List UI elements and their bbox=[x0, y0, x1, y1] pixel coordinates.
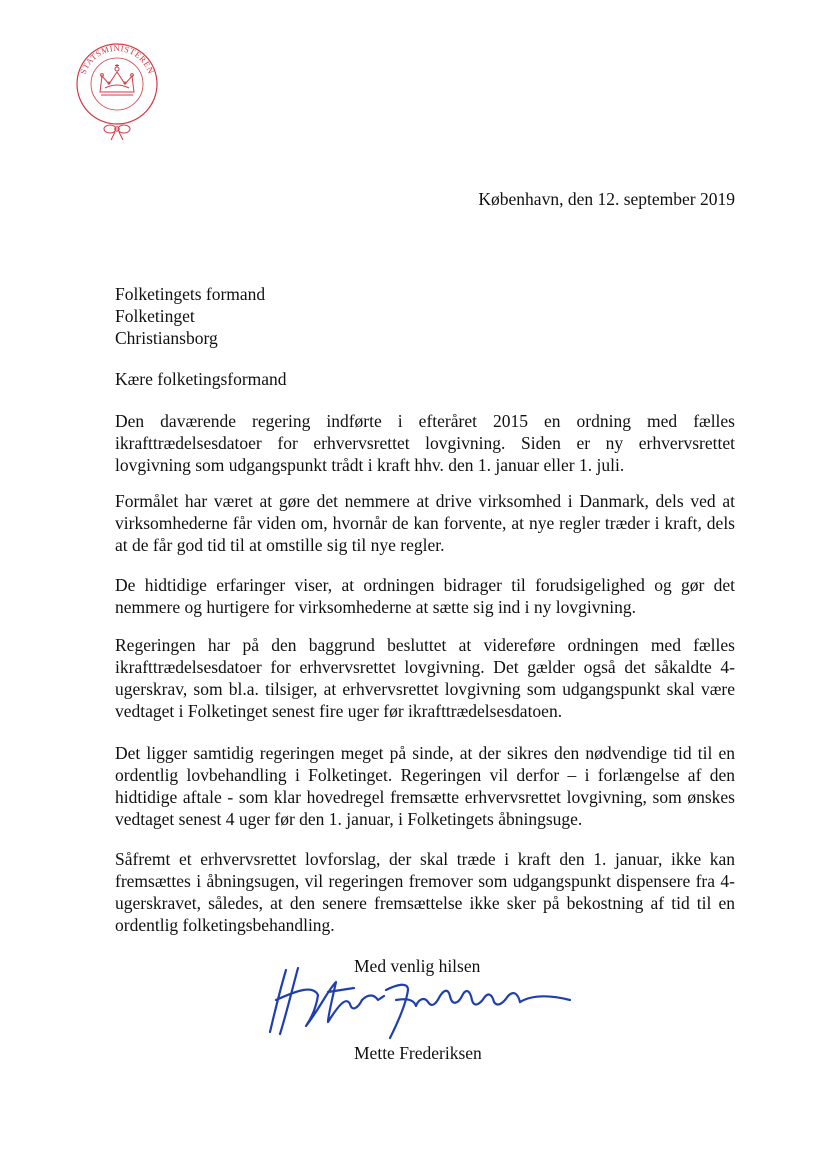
recipient-line: Folketingets formand bbox=[115, 284, 266, 304]
recipient-line: Folketinget bbox=[115, 306, 195, 326]
body-paragraph: Den daværende regering indførte i efteråret 2015 en ordning med fælles ikrafttrædelsesdatoer for erhvervsrettet lovgivning. Siden er ny erhvervsrettet lovgivning som udgangspunkt trådt i kraft hhv. den 1. januar eller 1. juli. bbox=[115, 411, 735, 475]
signer-name: Mette Frederiksen bbox=[354, 1043, 482, 1063]
salutation: Kære folketingsformand bbox=[115, 369, 287, 389]
body-paragraph: Formålet har været at gøre det nemmere at drive virksomhed i Danmark, dels ved at virksomhederne får viden om, hvornår de kan forvente, at nye regler træder i kraft, dels at de får god tid til at omstille sig til nye regler. bbox=[115, 491, 735, 555]
body-paragraph: Det ligger samtidig regeringen meget på sinde, at der sikres den nødvendige tid til en ordentlig lovbehandling i Folketinget. Regeringen vil derfor – i forlængelse af den hidtidige aftale - som klar hovedregel fremsætte erhvervsrettet lovgivning, som ønskes vedtaget senest 4 uger før den 1. januar, i Folketingets åbningsuge. bbox=[115, 743, 735, 829]
svg-text:STATSMINISTEREN: STATSMINISTEREN bbox=[77, 42, 157, 76]
closing-phrase: Med venlig hilsen bbox=[354, 956, 481, 976]
recipient-line: Christiansborg bbox=[115, 328, 218, 348]
handwritten-signature bbox=[258, 960, 578, 1040]
recipient-address bbox=[115, 283, 265, 349]
statsministeriet-seal-icon bbox=[72, 42, 162, 142]
letter-date: København, den 12. september 2019 bbox=[478, 189, 735, 209]
body-paragraph: Såfremt et erhvervsrettet lovforslag, der skal træde i kraft den 1. januar, ikke kan fremsættes i åbningsugen, vil regeringen fremover som udgangspunkt dispensere fra 4-ugerskravet, således, at den senere fremsættelse ikke sker på bekostning af tid til en ordentlig folketingsbehandling. bbox=[115, 849, 735, 935]
body-paragraph: Regeringen har på den baggrund besluttet at videreføre ordningen med fælles ikrafttrædelsesdatoer for erhvervsrettet lovgivning. Det gælder også det såkaldte 4-ugerskrav, som bl.a. tilsiger, at erhvervsrettet lovgivning som udgangspunkt skal være vedtaget i Folketinget senest fire uger før ikrafttrædelsesdatoen. bbox=[115, 635, 735, 721]
body-paragraph: De hidtidige erfaringer viser, at ordningen bidrager til forudsigelighed og gør det nemmere og hurtigere for virksomhederne at sætte sig ind i ny lovgivning. bbox=[115, 575, 735, 617]
